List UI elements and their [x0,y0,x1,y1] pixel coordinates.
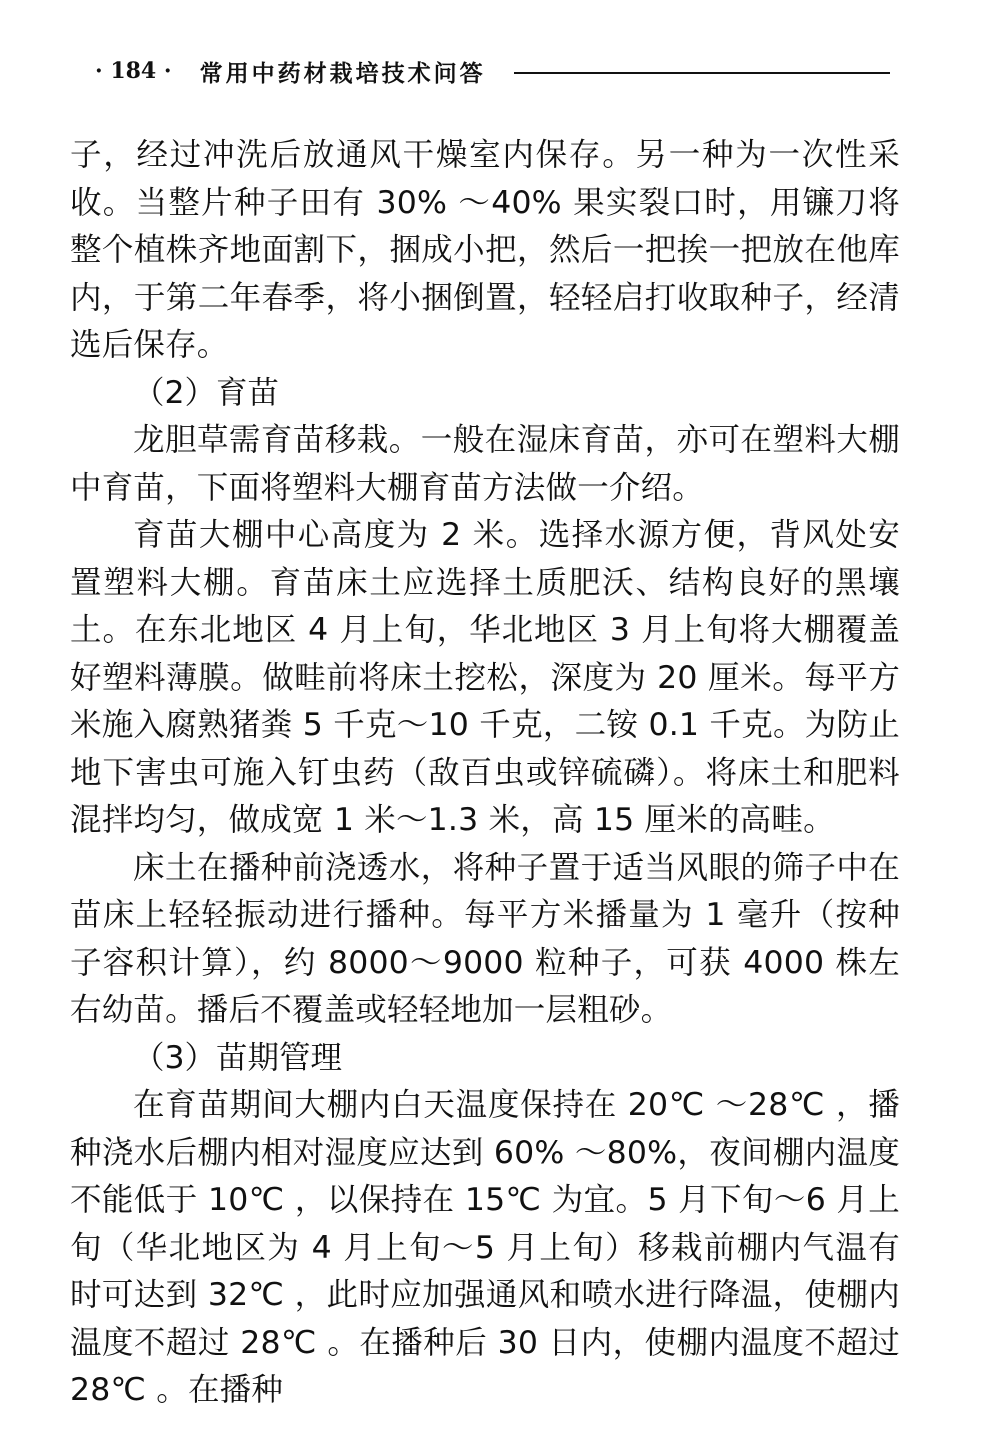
page-number: · 184 · [95,58,172,84]
page-header [95,48,890,94]
running-title: 常用中药材栽培技术问答 [199,59,486,87]
section-heading-seedling: （2）育苗 [133,374,280,411]
page-body [70,132,900,1415]
paragraph-seedling-intro: 龙胆草需育苗移栽。一般在湿床育苗，亦可在塑料大棚中育苗，下面将塑料大棚育苗方法做一介绍。 [70,422,900,506]
header-rule [514,72,890,74]
section-heading-seedling-management: （3）苗期管理 [133,1039,343,1076]
paragraph-sowing: 床土在播种前浇透水，将种子置于适当风眼的筛子中在苗床上轻轻振动进行播种。每平方米播量为 1 毫升（按种子容积计算），约 8000～9000 粒种子，可获 4000 株左右幼苗。播后不覆盖或轻轻地加一层粗砂。 [70,849,900,1028]
paragraph-greenhouse-setup: 育苗大棚中心高度为 2 米。选择水源方便，背风处安置塑料大棚。育苗床土应选择土质肥沃、结构良好的黑壤土。在东北地区 4 月上旬，华北地区 3 月上旬将大棚覆盖好塑料薄膜。做畦前将床土挖松，深度为 20 厘米。每平方米施入腐熟猪粪 5 千克～10 千克，二铵 0.1 千克。为防止地下害虫可施入钉虫药（敌百虫或锌硫磷）。将床土和肥料混拌均匀，做成宽 1 米～1.3 米，高 15 厘米的高畦。 [70,517,900,838]
paragraph-temperature-management: 在育苗期间大棚内白天温度保持在 20℃ ～28℃ ，播种浇水后棚内相对湿度应达到 60% ～80%，夜间棚内温度不能低于 10℃ ，以保持在 15℃ 为宜。5 月下旬～6 月上旬（华北地区为 4 月上旬～5 月上旬）移栽前棚内气温有时可达到 32℃ ，此时应加强通风和喷水进行降温，使棚内温度不超过 28℃ 。在播种后 30 日内，使棚内温度不超过 28℃ 。在播种 [70,1087,900,1408]
paragraph-seed-harvest: 子，经过冲洗后放通风干燥室内保存。另一种为一次性采收。当整片种子田有 30% ～40% 果实裂口时，用镰刀将整个植株齐地面割下，捆成小把，然后一把挨一把放在他库内，于第二年春季，将小捆倒置，轻轻启打收取种子，经清选后保存。 [70,137,900,363]
